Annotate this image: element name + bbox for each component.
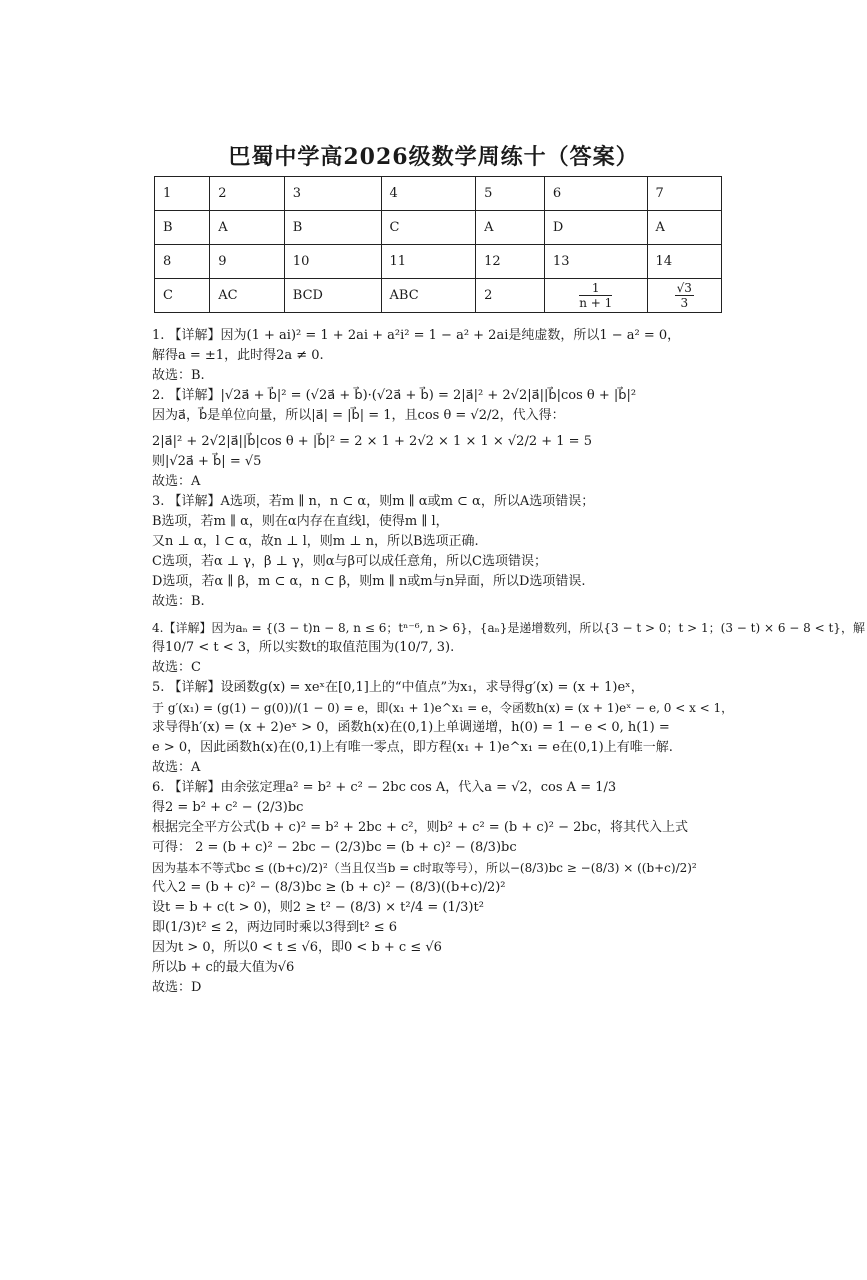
table-cell-fraction — [647, 279, 721, 313]
table-cell: 11 — [381, 245, 476, 279]
solution-line: B选项，若m ∥ α，则在α内存在直线l，使得m ∥ l， — [152, 514, 449, 529]
table-cell: 2 — [210, 177, 285, 211]
fraction: $\frac{1}{n + 1}$ — [579, 281, 613, 310]
table-cell: 14 — [647, 245, 721, 279]
solution-line: 因为a⃗，b⃗是单位向量，所以|a⃗| = |b⃗| = 1，且cos θ = √2/2，代入得： — [152, 408, 565, 423]
solution-line: 故选：A — [152, 760, 201, 775]
table-cell: 3 — [284, 177, 381, 211]
table-cell: ABC — [381, 279, 476, 313]
table-cell: BCD — [284, 279, 381, 313]
solution-line: 因为t > 0，所以0 < t ≤ √6，即0 < b + c ≤ √6 — [152, 940, 442, 955]
table-cell: 1 — [155, 177, 210, 211]
solution-line: 得2 = b² + c² − (2/3)bc — [152, 800, 304, 815]
table-row — [155, 211, 722, 245]
solution-line: 2. 【详解】|√2a⃗ + b⃗|² = (√2a⃗ + b⃗)·(√2a⃗ + b⃗) = 2|a⃗|² + 2√2|a⃗||b⃗|cos θ + |b⃗|² — [152, 388, 637, 403]
table-cell: D — [544, 211, 647, 245]
solution-line: 故选：B. — [152, 594, 205, 609]
solution-line: 代入2 = (b + c)² − (8/3)bc ≥ (b + c)² − (8/3)((b+c)/2)² — [152, 880, 506, 895]
table-row — [155, 177, 722, 211]
table-cell: 5 — [476, 177, 545, 211]
table-cell: A — [476, 211, 545, 245]
solution-line: 故选：D — [152, 980, 202, 995]
solution-line: 因为基本不等式bc ≤ ((b+c)/2)²（当且仅当b = c时取等号），所以−(8/3)bc ≥ −(8/3) × ((b+c)/2)² — [152, 861, 697, 875]
table-cell: 8 — [155, 245, 210, 279]
table-cell: 9 — [210, 245, 285, 279]
answer-table — [154, 176, 722, 313]
table-cell: B — [284, 211, 381, 245]
solution-line: 故选：A — [152, 474, 201, 489]
table-cell: B — [155, 211, 210, 245]
fraction: $\frac{√3}{3}$ — [676, 281, 692, 310]
table-cell: 7 — [647, 177, 721, 211]
solution-line: 可得： 2 = (b + c)² − 2bc − (2/3)bc = (b + c)² − (8/3)bc — [152, 840, 517, 855]
solution-line: 所以b + c的最大值为√6 — [152, 960, 295, 975]
page-title: 巴蜀中学高2026级数学周练十（答案） — [228, 144, 639, 170]
solution-line: 求导得h′(x) = (x + 2)eˣ > 0，函数h(x)在(0,1)上单调递增，h(0) = 1 − e < 0, h(1) = — [152, 720, 670, 735]
solution-line: 2|a⃗|² + 2√2|a⃗||b⃗|cos θ + |b⃗|² = 2 × 1 + 2√2 × 1 × 1 × √2/2 + 1 = 5 — [152, 434, 592, 449]
solution-line: 故选：C — [152, 660, 201, 675]
table-cell: 12 — [476, 245, 545, 279]
solution-line: 得10/7 < t < 3，所以实数t的取值范围为(10/7, 3). — [152, 640, 455, 655]
solution-line: e > 0，因此函数h(x)在(0,1)上有唯一零点，即方程(x₁ + 1)e^x₁ = e在(0,1)上有唯一解. — [152, 740, 673, 755]
table-row — [155, 245, 722, 279]
table-cell: A — [647, 211, 721, 245]
solution-line: D选项，若α ∥ β，m ⊂ α，n ⊂ β，则m ∥ n或m与n异面，所以D选项错误. — [152, 574, 586, 589]
solution-line: 即(1/3)t² ≤ 2，两边同时乘以3得到t² ≤ 6 — [152, 920, 398, 935]
solution-line: C选项，若α ⊥ γ，β ⊥ γ，则α与β可以成任意角，所以C选项错误； — [152, 554, 548, 569]
solution-line: 故选：B. — [152, 368, 205, 383]
solution-line: 4.【详解】因为aₙ = {(3 − t)n − 8, n ≤ 6；tⁿ⁻⁶, n > 6}，{aₙ}是递增数列，所以{3 − t > 0；t > 1；(3 − t) × 6 − 8 < t}，解 — [152, 621, 865, 635]
table-cell: C — [155, 279, 210, 313]
solution-line: 解得a = ±1，此时得2a ≠ 0. — [152, 348, 324, 363]
table-cell: A — [210, 211, 285, 245]
solution-line: 根据完全平方公式(b + c)² = b² + 2bc + c²，则b² + c² = (b + c)² − 2bc，将其代入上式 — [152, 820, 688, 835]
solution-line: 则|√2a⃗ + b⃗| = √5 — [152, 454, 262, 469]
solutions-text — [152, 326, 865, 998]
solution-line: 6. 【详解】由余弦定理a² = b² + c² − 2bc cos A，代入a = √2，cos A = 1/3 — [152, 780, 617, 795]
table-cell-fraction — [544, 279, 647, 313]
table-cell: 13 — [544, 245, 647, 279]
table-row — [155, 279, 722, 313]
table-cell: 2 — [476, 279, 545, 313]
solution-line: 5. 【详解】设函数g(x) = xeˣ在[0,1]上的“中值点”为x₁，求导得g′(x) = (x + 1)eˣ， — [152, 680, 644, 695]
solution-line: 1. 【详解】因为(1 + ai)² = 1 + 2ai + a²i² = 1 − a² + 2ai是纯虚数，所以1 − a² = 0， — [152, 328, 681, 343]
table-cell: 10 — [284, 245, 381, 279]
table-cell: C — [381, 211, 476, 245]
table-cell: AC — [210, 279, 285, 313]
solution-line: 于 g′(x₁) = (g(1) − g(0))/(1 − 0) = e，即(x₁ + 1)e^x₁ = e，令函数h(x) = (x + 1)eˣ − e, 0 < x < 1， — [152, 701, 734, 715]
solution-line: 又n ⊥ α，l ⊂ α，故n ⊥ l，则m ⊥ n，所以B选项正确. — [152, 534, 479, 549]
solution-line: 设t = b + c(t > 0)，则2 ≥ t² − (8/3) × t²/4 = (1/3)t² — [152, 900, 484, 915]
table-cell: 6 — [544, 177, 647, 211]
solution-line: 3. 【详解】A选项，若m ∥ n，n ⊂ α，则m ∥ α或m ⊂ α，所以A选项错误； — [152, 494, 595, 509]
table-cell: 4 — [381, 177, 476, 211]
